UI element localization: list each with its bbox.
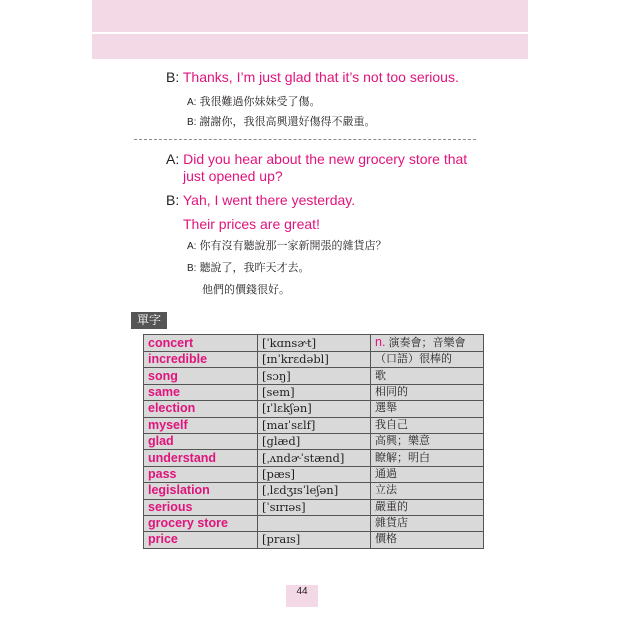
english-line: Did you hear about the new grocery store that [183,151,468,167]
vocab-meaning: 雜貨店 [375,517,408,530]
vocab-word: song [144,368,258,384]
vocab-table-body [144,335,484,549]
vocab-meaning-cell [371,401,484,417]
header-band [92,0,528,59]
vocab-meaning-cell [371,450,484,466]
dialogue2-zh-b-line2: 他們的價錢很好。 [202,284,290,296]
dialogue2-zh-b-line1 [187,259,310,275]
vocab-meaning-cell [371,368,484,384]
speaker-label: A: [187,241,197,252]
dialogue2-b-line1 [166,192,355,208]
vocab-phonetic: [praɪs] [258,532,371,548]
dialogue2-a-line2: just opened up? [183,168,283,184]
vocab-meaning: 高興；樂意 [375,435,430,448]
vocab-meaning: 演奏會；音樂會 [388,337,466,349]
part-of-speech: n. [375,335,386,349]
vocab-phonetic: [ˌʌndɚˈstænd] [258,450,371,466]
vocab-phonetic: [ˈsɪrɪəs] [258,499,371,515]
vocab-row [144,499,484,515]
dialogue1-zh-a-line [187,93,321,109]
vocab-word: price [144,532,258,548]
vocab-word: glad [144,433,258,449]
vocab-word: serious [144,499,258,515]
dialogue2-a-line1 [166,151,467,167]
vocab-word: election [144,401,258,417]
vocab-phonetic: [ɪˈlɛkʃən] [258,401,371,417]
vocab-row [144,384,484,400]
vocab-phonetic [258,515,371,531]
vocab-phonetic: [ˈkɑnsɚt] [258,335,371,352]
vocab-table [143,334,484,549]
vocab-phonetic: [maɪˈsɛlf] [258,417,371,433]
vocab-phonetic: [glæd] [258,433,371,449]
dialogue2-zh-a-line [187,237,387,253]
vocab-row [144,335,484,352]
speaker-label: B: [166,69,180,85]
vocab-meaning-cell [371,384,484,400]
dialogue1-zh-b-line [187,113,376,129]
vocab-row [144,515,484,531]
chinese-line: 你有沒有聽說那一家新開張的雜貨店？ [199,240,387,252]
vocab-meaning-cell [371,417,484,433]
vocab-phonetic: [ɪnˈkrɛdəbl] [258,352,371,368]
vocab-section-label: 單字 [131,312,167,329]
vocab-word: incredible [144,352,258,368]
vocab-word: legislation [144,483,258,499]
speaker-label: B: [187,117,197,128]
vocab-word: same [144,384,258,400]
vocab-meaning: 相同的 [375,385,408,398]
vocab-phonetic: [sɔŋ] [258,368,371,384]
vocab-row [144,401,484,417]
page-number-box [286,585,318,607]
vocab-word: pass [144,466,258,482]
vocab-phonetic: [pæs] [258,466,371,482]
page-number: 44 [296,586,308,597]
vocab-row [144,450,484,466]
vocab-meaning: 嚴重的 [375,500,408,513]
vocab-meaning: 瞭解；明白 [375,451,430,464]
vocab-word: concert [144,335,258,352]
vocab-meaning-cell [371,433,484,449]
chinese-line: 謝謝你，我很高興還好傷得不嚴重。 [199,116,376,128]
english-line: Thanks, I’m just glad that it’s not too serious. [182,69,459,85]
speaker-label: A: [187,97,197,108]
vocab-meaning-cell [371,515,484,531]
vocab-meaning-cell [371,352,484,368]
vocab-row [144,483,484,499]
vocab-meaning-cell [371,532,484,548]
speaker-label: B: [166,192,180,208]
vocab-phonetic: [ˌlɛdʒɪsˈleʃən] [258,483,371,499]
vocab-word: myself [144,417,258,433]
speaker-label: B: [187,263,197,274]
vocab-meaning: 我自己 [375,418,408,431]
speaker-label: A: [166,151,180,167]
vocab-meaning: 價格 [375,533,397,546]
vocab-meaning: （口語）很棒的 [375,353,452,366]
vocab-row [144,368,484,384]
header-stripe [92,32,528,34]
vocab-row [144,417,484,433]
vocab-meaning-cell [371,335,484,352]
vocab-word: understand [144,450,258,466]
vocab-meaning-cell [371,499,484,515]
vocab-row [144,532,484,548]
vocab-meaning: 立法 [375,484,397,497]
dialogue2-b-line2: Their prices are great! [183,216,320,232]
vocab-row [144,466,484,482]
vocab-row [144,352,484,368]
vocab-meaning-cell [371,466,484,482]
chinese-line: 聽說了，我昨天才去。 [199,262,310,274]
vocab-word: grocery store [144,515,258,531]
chinese-line: 我很難過你妹妹受了傷。 [199,96,321,108]
vocab-phonetic: [sem] [258,384,371,400]
english-line: Yah, I went there yesterday. [182,192,356,208]
vocab-meaning: 選舉 [375,402,397,415]
vocab-meaning: 通過 [375,467,397,480]
vocab-row [144,433,484,449]
dialogue1-b-line [166,69,459,85]
dashed-divider [134,139,476,140]
vocab-meaning: 歌 [375,369,386,382]
vocab-meaning-cell [371,483,484,499]
